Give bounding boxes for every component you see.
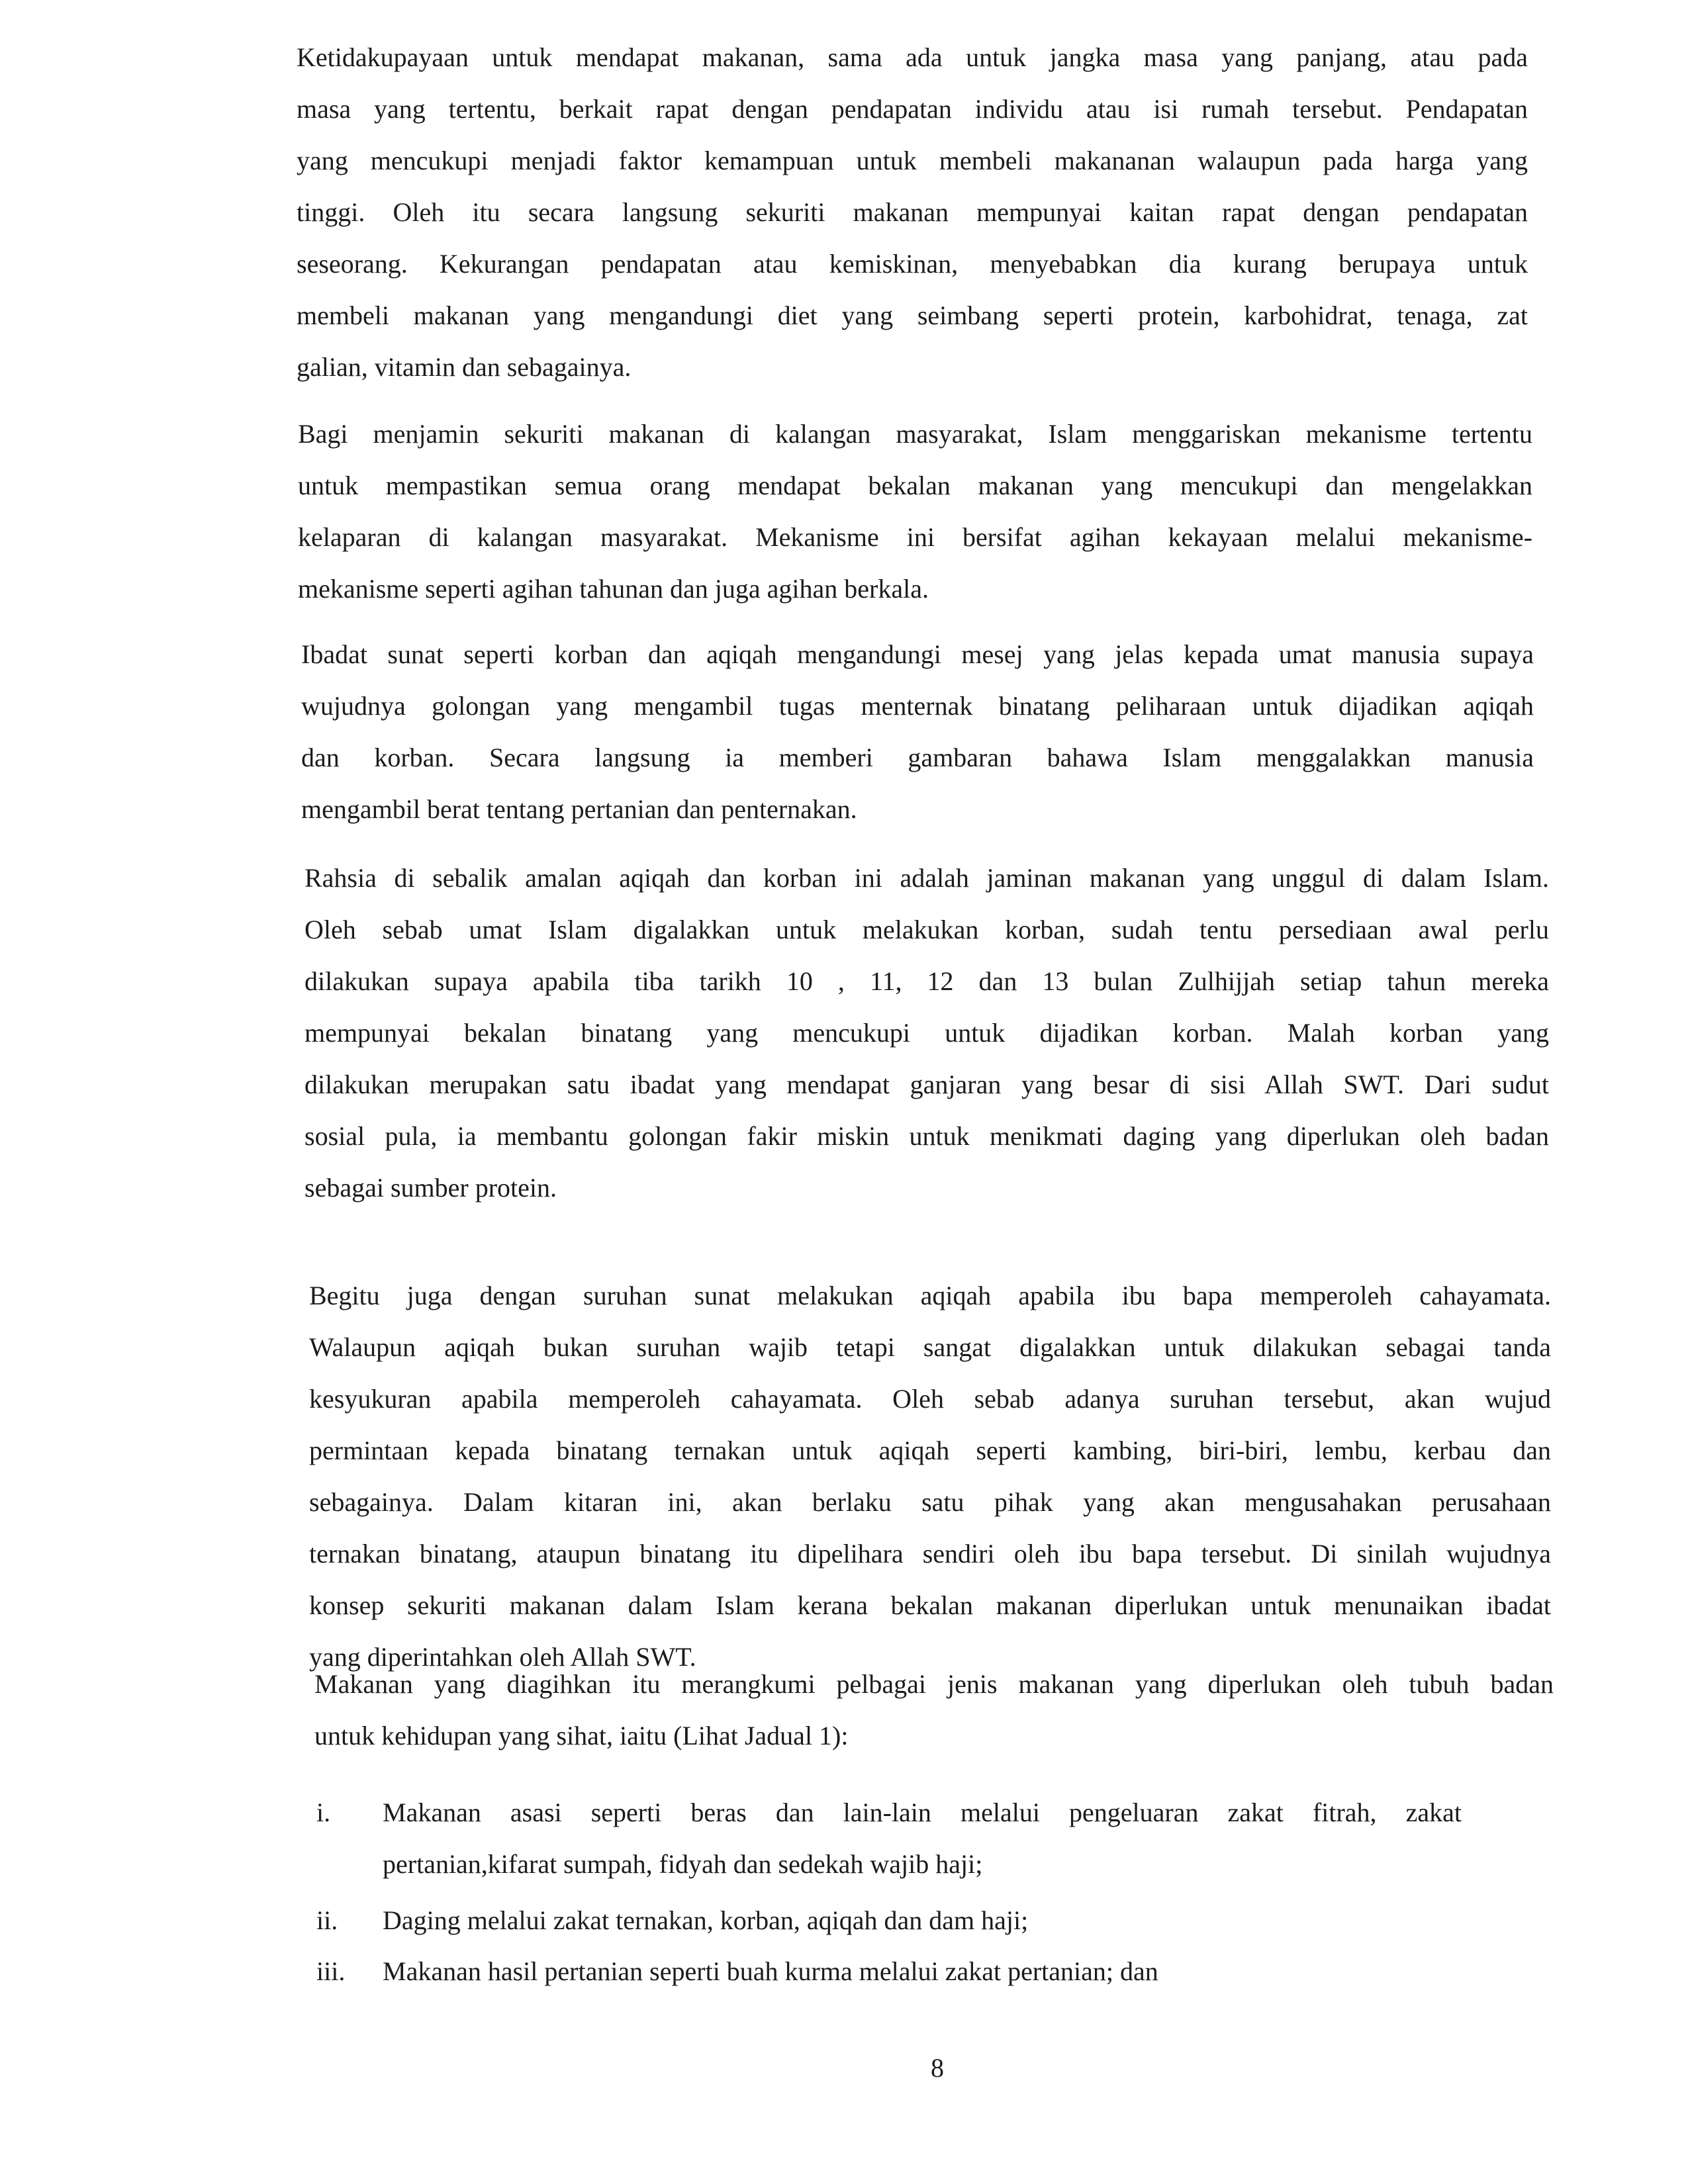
text-line: Ketidakupayaan untuk mendapat makanan, sama ada untuk jangka masa yang panjang, atau pada: [297, 42, 1528, 72]
text-line: untuk kehidupan yang sihat, iaitu (Lihat Jadual 1):: [314, 1721, 849, 1751]
text-line: dilakukan merupakan satu ibadat yang mendapat ganjaran yang besar di sisi Allah SWT. Dari sudut: [305, 1069, 1549, 1099]
text-line: untuk mempastikan semua orang mendapat bekalan makanan yang mencukupi dan mengelakkan: [298, 471, 1532, 500]
paragraph: [305, 852, 1549, 1214]
text-line: dan korban. Secara langsung ia memberi gambaran bahawa Islam menggalakkan manusia: [301, 743, 1534, 772]
text-line: membeli makanan yang mengandungi diet yang seimbang seperti protein, karbohidrat, tenaga, zat: [297, 300, 1528, 330]
paragraph: [309, 1270, 1551, 1683]
text-line: Ibadat sunat seperti korban dan aqiqah mengandungi mesej yang jelas kepada umat manusia supaya: [301, 639, 1534, 669]
text-line: mekanisme seperti agihan tahunan dan juga agihan berkala.: [298, 574, 929, 604]
text-line: pertanian,kifarat sumpah, fidyah dan sedekah wajib haji;: [383, 1849, 983, 1879]
text-line: Makanan yang diagihkan itu merangkumi pelbagai jenis makanan yang diperlukan oleh tubuh badan: [314, 1669, 1554, 1699]
page-number: 8: [931, 2053, 944, 2083]
paragraph: [298, 408, 1532, 615]
text-line: Makanan hasil pertanian seperti buah kurma melalui zakat pertanian; dan: [383, 1956, 1158, 1986]
text-line: ternakan binatang, ataupun binatang itu dipelihara sendiri oleh ibu bapa tersebut. Di sinilah wujudnya: [309, 1539, 1551, 1569]
text-line: sebagainya. Dalam kitaran ini, akan berlaku satu pihak yang akan mengusahakan perusahaan: [309, 1487, 1551, 1517]
text-line: Daging melalui zakat ternakan, korban, aqiqah dan dam haji;: [383, 1905, 1029, 1935]
text-line: konsep sekuriti makanan dalam Islam kerana bekalan makanan diperlukan untuk menunaikan ibadat: [309, 1590, 1551, 1620]
text-line: permintaan kepada binatang ternakan untuk aqiqah seperti kambing, biri-biri, lembu, kerbau dan: [309, 1435, 1551, 1465]
text-line: masa yang tertentu, berkait rapat dengan pendapatan individu atau isi rumah tersebut. Pendapatan: [297, 94, 1528, 124]
text-line: sosial pula, ia membantu golongan fakir miskin untuk menikmati daging yang diperlukan oleh badan: [305, 1121, 1549, 1151]
text-line: Walaupun aqiqah bukan suruhan wajib tetapi sangat digalakkan untuk dilakukan sebagai tanda: [309, 1332, 1551, 1362]
list-item-text: [383, 1895, 1462, 1946]
text-line: Makanan asasi seperti beras dan lain-lain melalui pengeluaran zakat fitrah, zakat: [383, 1797, 1462, 1827]
text-line: sebagai sumber protein.: [305, 1173, 557, 1203]
paragraph: [301, 629, 1534, 835]
text-line: Oleh sebab umat Islam digalakkan untuk melakukan korban, sudah tentu persediaan awal perlu: [305, 915, 1549, 944]
paragraph: [297, 32, 1528, 393]
text-line: Rahsia di sebalik amalan aqiqah dan korban ini adalah jaminan makanan yang unggul di dalam Islam.: [305, 863, 1549, 893]
text-line: galian, vitamin dan sebagainya.: [297, 352, 632, 382]
text-line: Begitu juga dengan suruhan sunat melakukan aqiqah apabila ibu bapa memperoleh cahayamata.: [309, 1281, 1551, 1310]
paragraph: [314, 1659, 1554, 1762]
text-line: tinggi. Oleh itu secara langsung sekuriti makanan mempunyai kaitan rapat dengan pendapatan: [297, 197, 1528, 227]
list-marker: i.: [316, 1797, 331, 1827]
text-line: seseorang. Kekurangan pendapatan atau kemiskinan, menyebabkan dia kurang berupaya untuk: [297, 249, 1528, 279]
text-line: mengambil berat tentang pertanian dan penternakan.: [301, 794, 857, 824]
list-item-text: [383, 1946, 1462, 1997]
text-line: yang diperintahkan oleh Allah SWT.: [309, 1642, 696, 1672]
list-marker: ii.: [316, 1905, 338, 1935]
text-line: dilakukan supaya apabila tiba tarikh 10 , 11, 12 dan 13 bulan Zulhijjah setiap tahun mereka: [305, 966, 1549, 996]
list-item-text: [383, 1787, 1462, 1890]
text-line: Bagi menjamin sekuriti makanan di kalangan masyarakat, Islam menggariskan mekanisme tertentu: [298, 419, 1532, 449]
text-line: yang mencukupi menjadi faktor kemampuan untuk membeli makananan walaupun pada harga yang: [297, 146, 1528, 175]
text-line: kesyukuran apabila memperoleh cahayamata. Oleh sebab adanya suruhan tersebut, akan wujud: [309, 1384, 1551, 1414]
list-marker: iii.: [316, 1956, 346, 1986]
text-line: mempunyai bekalan binatang yang mencukupi untuk dijadikan korban. Malah korban yang: [305, 1018, 1549, 1048]
text-line: kelaparan di kalangan masyarakat. Mekanisme ini bersifat agihan kekayaan melalui mekanisme-: [298, 522, 1532, 552]
text-line: wujudnya golongan yang mengambil tugas menternak binatang peliharaan untuk dijadikan aqiqah: [301, 691, 1534, 721]
